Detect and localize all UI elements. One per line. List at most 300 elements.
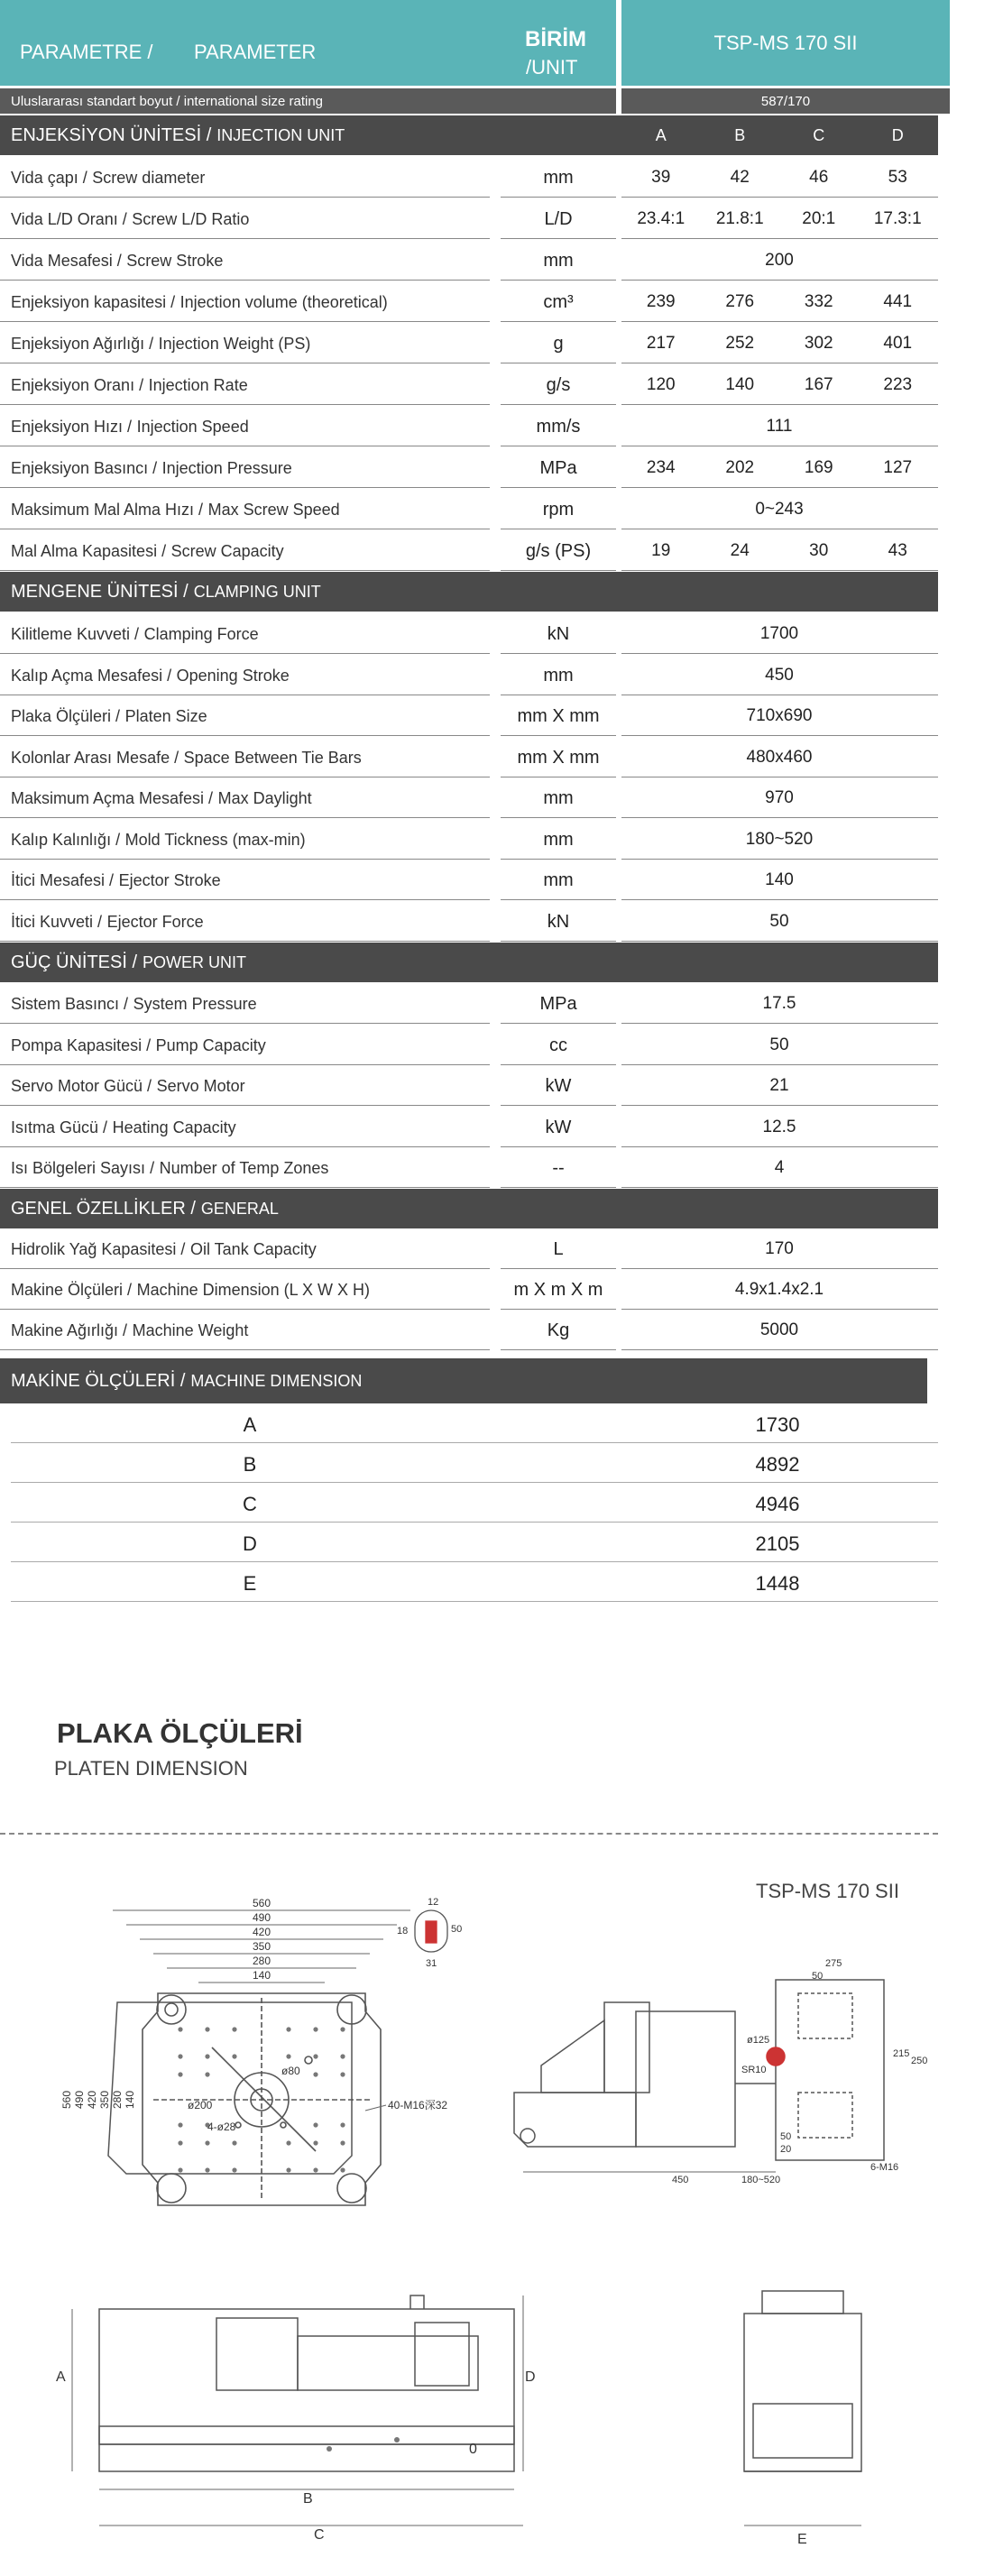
row-value: 170 <box>765 1239 794 1258</box>
row-value: 0~243 <box>755 500 804 519</box>
row-name-tr: Kalıp Açma Mesafesi / <box>11 666 172 685</box>
row-name <box>11 375 248 396</box>
row-unit: mm <box>543 829 574 850</box>
row-divider <box>0 570 490 571</box>
row-value: 169 <box>804 458 833 477</box>
row-value: 140 <box>725 375 755 394</box>
row-value: 332 <box>804 292 833 311</box>
row-name-tr: Enjeksiyon Hızı / <box>11 418 133 436</box>
size-rating-value: 587/170 <box>621 88 950 114</box>
row-name-tr: Pompa Kapasitesi / <box>11 1035 152 1054</box>
row-name-tr: Kalıp Kalınlığı / <box>11 830 121 849</box>
row-name <box>11 830 306 851</box>
row-name <box>11 912 204 933</box>
row-name-en: Pump Capacity <box>155 1035 266 1054</box>
row-name-en: Servo Motor <box>156 1077 245 1095</box>
tapped-hole <box>232 2167 236 2172</box>
model-header: TSP-MS 170 SII <box>621 0 950 86</box>
row-value: 180~520 <box>745 829 814 849</box>
row-value: 239 <box>646 292 676 311</box>
dim-490: 490 <box>252 1911 271 1924</box>
dimension-row <box>11 1523 938 1562</box>
dimension-row <box>11 1403 938 1443</box>
dimension-row <box>11 1562 938 1602</box>
row-value: 30 <box>809 541 829 560</box>
section-title-en: GENERAL <box>200 1199 279 1218</box>
spec-row <box>0 364 938 405</box>
drawing-model-label: TSP-MS 170 SII <box>756 1880 899 1902</box>
row-divider <box>0 238 490 239</box>
row-values <box>621 375 937 395</box>
row-name-tr: Plaka Ölçüleri / <box>11 707 121 725</box>
label-m16: 40-M16深32 <box>388 2099 448 2111</box>
row-name-en: Screw Capacity <box>170 542 284 560</box>
spec-row <box>0 406 938 446</box>
tapped-hole <box>340 2140 345 2145</box>
row-name-en: Clamping Force <box>143 625 259 643</box>
unit-en-label: /UNIT <box>526 56 578 78</box>
tapped-hole <box>313 2054 317 2058</box>
spec-row <box>0 530 938 571</box>
row-value: 42 <box>730 168 750 187</box>
section-title-en: CLAMPING UNIT <box>193 582 321 601</box>
row-value: 19 <box>651 541 671 560</box>
row-values <box>621 417 937 437</box>
row-name-tr: Isı Bölgeleri Sayısı / <box>11 1159 155 1177</box>
row-values <box>621 706 937 726</box>
row-name <box>11 1158 328 1179</box>
row-value: 710x690 <box>746 706 813 725</box>
section-machine-dimension <box>0 1358 927 1403</box>
tapped-hole <box>340 2167 345 2172</box>
row-values <box>621 830 937 850</box>
dimension-value: 2105 <box>755 1532 800 1555</box>
row-name-en: Injection Rate <box>148 376 248 394</box>
row-values <box>621 168 937 188</box>
param-en-label: PARAMETER <box>194 41 317 63</box>
machine-label-c: C <box>314 2527 325 2543</box>
side-dim-250: 250 <box>911 2056 928 2066</box>
row-name-en: Ejector Stroke <box>118 871 221 889</box>
dim-560: 560 <box>252 1897 271 1909</box>
row-name <box>11 1280 370 1301</box>
dim-350: 350 <box>252 1940 271 1953</box>
dimension-value: 1448 <box>755 1572 800 1595</box>
row-name-en: Screw diameter <box>92 169 206 187</box>
row-value: 276 <box>725 292 755 311</box>
row-name-en: Screw Stroke <box>126 252 224 270</box>
row-divider <box>621 280 938 281</box>
label-d28: 4-ø28 <box>207 2121 236 2133</box>
row-unit: Kg <box>547 1320 570 1340</box>
row-value: 50 <box>769 1035 789 1054</box>
row-divider <box>501 321 616 322</box>
row-values <box>621 292 937 312</box>
row-value: 217 <box>646 334 676 353</box>
row-name <box>11 1239 317 1260</box>
slot-detail-drawing <box>379 1894 478 1975</box>
vdim-280: 280 <box>111 2090 124 2110</box>
row-divider <box>501 487 616 488</box>
tapped-hole <box>286 2140 290 2145</box>
row-name <box>11 1035 266 1056</box>
row-name <box>11 706 207 727</box>
table-header <box>0 0 616 86</box>
row-name <box>11 334 310 354</box>
tapped-hole <box>178 2072 182 2076</box>
row-values <box>621 870 937 890</box>
row-value: 167 <box>804 375 833 394</box>
end-view-drawing <box>722 2282 884 2553</box>
row-name-en: Space Between Tie Bars <box>183 748 362 767</box>
row-name-en: Number of Temp Zones <box>159 1159 329 1177</box>
row-values <box>621 500 937 520</box>
spec-row <box>0 655 938 695</box>
row-value: 20:1 <box>802 209 836 228</box>
row-value: 450 <box>765 665 794 685</box>
tapped-hole <box>313 2140 317 2145</box>
row-value: 21.8:1 <box>715 209 764 228</box>
row-value: 24 <box>730 541 750 560</box>
row-divider <box>501 1349 616 1350</box>
label-d200: ø200 <box>188 2099 213 2111</box>
spec-row <box>0 1310 938 1350</box>
row-values <box>621 1035 937 1055</box>
row-value: 401 <box>883 334 913 353</box>
dimension-row <box>11 1443 938 1483</box>
row-unit: cc <box>549 1035 567 1055</box>
row-name-tr: Vida çapı / <box>11 169 87 187</box>
dimension-key: C <box>243 1493 257 1515</box>
dimension-key: E <box>243 1572 257 1595</box>
row-value: 441 <box>883 292 913 311</box>
row-unit: MPa <box>539 994 577 1014</box>
machine-label-b: B <box>303 2491 313 2507</box>
dimension-value: 4946 <box>755 1493 800 1515</box>
row-divider <box>0 1349 490 1350</box>
section-title-tr: ENJEKSİYON ÜNİTESİ / <box>11 124 212 145</box>
side-dim-450: 450 <box>672 2175 689 2185</box>
spec-row <box>0 777 938 818</box>
section-title-en: POWER UNIT <box>143 952 247 971</box>
side-dim-50b: 50 <box>780 2131 792 2142</box>
row-name <box>11 458 292 479</box>
side-dim-20: 20 <box>780 2144 792 2155</box>
row-values <box>621 334 937 354</box>
row-value: 17.5 <box>762 994 796 1013</box>
row-divider <box>0 1187 490 1188</box>
row-name-tr: Servo Motor Gücü / <box>11 1077 152 1095</box>
row-name-tr: Isıtma Gücü / <box>11 1118 108 1136</box>
row-name-tr: Maksimum Mal Alma Hızı / <box>11 501 204 519</box>
slot-dim-50: 50 <box>451 1924 463 1935</box>
side-dim-50: 50 <box>812 1971 824 1982</box>
vdim-140: 140 <box>124 2090 136 2110</box>
section-title-tr: MENGENE ÜNİTESİ / <box>11 581 189 602</box>
row-name-en: Opening Stroke <box>176 666 290 685</box>
row-name <box>11 251 223 271</box>
vdim-420: 420 <box>86 2090 98 2110</box>
spec-row <box>0 1228 938 1269</box>
row-value: 1700 <box>759 624 799 643</box>
tapped-hole <box>205 2054 209 2058</box>
spec-row <box>0 737 938 777</box>
row-name-tr: Enjeksiyon kapasitesi / <box>11 293 176 311</box>
row-name <box>11 168 205 189</box>
tapped-hole <box>313 2027 317 2031</box>
row-values <box>621 1076 937 1096</box>
column-c: C <box>813 126 825 144</box>
machine-label-a: A <box>56 2369 66 2385</box>
slot-dim-18: 18 <box>397 1926 409 1937</box>
row-divider <box>621 321 938 322</box>
spec-row <box>0 695 938 736</box>
tapped-hole <box>232 2054 236 2058</box>
machine-label-zero: 0 <box>469 2442 477 2457</box>
spec-row <box>0 983 938 1024</box>
row-values <box>621 748 937 768</box>
machine-label-e: E <box>797 2532 807 2547</box>
dim-280: 280 <box>252 1955 271 1967</box>
tapped-hole <box>340 2072 345 2076</box>
dimension-value: 4892 <box>755 1453 800 1476</box>
row-name-tr: Enjeksiyon Basıncı / <box>11 459 158 477</box>
row-unit: g/s (PS) <box>525 541 592 561</box>
row-value: 21 <box>769 1076 789 1095</box>
row-unit: kW <box>545 1076 572 1096</box>
spec-row <box>0 281 938 322</box>
side-dim-d125: ø125 <box>747 2035 770 2046</box>
row-value: 5000 <box>759 1320 799 1339</box>
row-name-tr: Hidrolik Yağ Kapasitesi / <box>11 1240 186 1258</box>
row-name-tr: Kolonlar Arası Mesafe / <box>11 748 179 767</box>
tapped-hole <box>205 2140 209 2145</box>
row-values <box>621 788 937 808</box>
spec-row <box>0 1269 938 1310</box>
tapped-hole <box>340 2054 345 2058</box>
row-name-tr: Makine Ağırlığı / <box>11 1321 128 1339</box>
row-name-tr: Enjeksiyon Oranı / <box>11 376 144 394</box>
row-name-en: Max Daylight <box>217 789 312 807</box>
side-dim-215: 215 <box>893 2048 910 2059</box>
row-values <box>621 994 937 1014</box>
row-value: 23.4:1 <box>637 209 686 228</box>
side-view-drawing <box>505 1957 929 2201</box>
slot-dim-31: 31 <box>426 1958 437 1969</box>
row-values <box>621 1118 937 1137</box>
row-name-en: Machine Weight <box>132 1321 249 1339</box>
row-name-tr: İtici Kuvveti / <box>11 912 103 931</box>
dimension-key: B <box>243 1453 257 1476</box>
row-value: 4.9x1.4x2.1 <box>734 1280 824 1299</box>
row-name <box>11 788 312 809</box>
row-value: 120 <box>646 375 676 394</box>
spec-row <box>0 198 938 239</box>
row-values <box>621 1158 937 1178</box>
row-name-tr: Kilitleme Kuvveti / <box>11 625 140 643</box>
section-title-en: MACHINE DIMENSION <box>190 1371 363 1390</box>
spec-row <box>0 489 938 529</box>
row-name <box>11 417 249 437</box>
row-unit: -- <box>552 1158 565 1178</box>
row-divider <box>0 941 490 942</box>
row-unit: mm/s <box>536 417 581 437</box>
column-b: B <box>734 126 746 144</box>
row-divider <box>501 941 616 942</box>
tapped-hole <box>286 2054 290 2058</box>
row-unit: mm <box>543 870 574 890</box>
row-name <box>11 209 249 230</box>
spec-row <box>0 613 938 654</box>
vdim-560: 560 <box>60 2090 73 2110</box>
dim-420: 420 <box>252 1926 271 1938</box>
tapped-hole <box>232 2027 236 2031</box>
vdim-350: 350 <box>98 2090 111 2110</box>
row-divider <box>501 404 616 405</box>
row-values <box>621 1280 937 1300</box>
row-value: 140 <box>765 870 794 889</box>
column-d: D <box>891 126 904 144</box>
row-values <box>621 624 937 644</box>
row-name <box>11 292 388 313</box>
dim-140: 140 <box>252 1969 271 1982</box>
row-name-tr: Mal Alma Kapasitesi / <box>11 542 167 560</box>
row-name-en: Machine Dimension (L X W X H) <box>136 1281 371 1299</box>
tapped-hole <box>232 2140 236 2145</box>
row-value: 4 <box>774 1158 785 1177</box>
row-divider <box>0 280 490 281</box>
tapped-hole <box>286 2167 290 2172</box>
row-name-en: Screw L/D Ratio <box>132 210 250 228</box>
row-values <box>621 1239 937 1259</box>
row-name-en: Ejector Force <box>106 912 204 931</box>
tapped-hole <box>178 2140 182 2145</box>
row-name-tr: İtici Mesafesi / <box>11 871 115 889</box>
param-tr-label: PARAMETRE / <box>20 41 153 63</box>
row-unit: g <box>553 334 564 354</box>
row-value: 50 <box>769 911 789 931</box>
tapped-hole <box>313 2122 317 2127</box>
row-values <box>621 251 937 271</box>
spec-row <box>0 901 938 942</box>
row-value: 127 <box>883 458 913 477</box>
row-unit: L <box>553 1239 564 1259</box>
column-headers <box>621 115 937 155</box>
row-unit: mm <box>543 788 574 808</box>
row-name <box>11 624 259 645</box>
row-unit: g/s <box>546 375 571 395</box>
side-dim-m16: 6-M16 <box>870 2162 899 2173</box>
row-divider <box>621 197 938 198</box>
row-unit: MPa <box>539 458 577 478</box>
row-value: 202 <box>725 458 755 477</box>
row-unit: kN <box>547 624 570 644</box>
row-value: 46 <box>809 168 829 187</box>
row-divider <box>0 487 490 488</box>
section-injection-unit <box>0 115 938 155</box>
row-value: 302 <box>804 334 833 353</box>
spec-row <box>0 240 938 281</box>
row-divider <box>501 238 616 239</box>
row-name-en: Platen Size <box>124 707 207 725</box>
row-name-en: Injection Speed <box>136 418 249 436</box>
spec-row <box>0 819 938 860</box>
tapped-hole <box>178 2054 182 2058</box>
row-unit: mm <box>543 665 574 685</box>
row-name-tr: Vida L/D Oranı / <box>11 210 127 228</box>
row-value: 12.5 <box>762 1117 796 1136</box>
row-divider <box>621 1349 938 1350</box>
tapped-hole <box>178 2167 182 2172</box>
spec-row <box>0 1065 938 1106</box>
row-unit: mm X mm <box>517 706 600 726</box>
tapped-hole <box>178 2122 182 2127</box>
row-values <box>621 541 937 561</box>
machine-elevation-drawing <box>54 2282 559 2553</box>
tapped-hole <box>313 2072 317 2076</box>
side-dim-sr10: SR10 <box>741 2065 767 2075</box>
row-unit: mm X mm <box>517 747 600 768</box>
tapped-hole <box>313 2167 317 2172</box>
row-unit: m X m X m <box>513 1280 603 1300</box>
row-name <box>11 1076 245 1097</box>
row-name-en: Injection volume (theoretical) <box>179 293 388 311</box>
side-dim-180-520: 180~520 <box>741 2175 781 2185</box>
spec-row <box>0 447 938 488</box>
row-name <box>11 666 290 686</box>
row-divider <box>501 280 616 281</box>
machine-label-d: D <box>525 2369 536 2385</box>
row-name <box>11 1320 248 1341</box>
row-value: 234 <box>646 458 676 477</box>
row-value: 480x460 <box>746 747 813 767</box>
section-clamping-unit <box>0 572 938 612</box>
section-title-en: INJECTION UNIT <box>216 125 345 144</box>
row-name <box>11 541 284 562</box>
row-name-tr: Makine Ölçüleri / <box>11 1281 133 1299</box>
spec-row <box>0 157 938 198</box>
row-values <box>621 458 937 478</box>
row-divider <box>0 404 490 405</box>
row-divider <box>621 404 938 405</box>
row-name-en: Mold Tickness (max-min) <box>124 830 306 849</box>
row-divider <box>621 570 938 571</box>
tapped-hole <box>205 2167 209 2172</box>
row-value: 39 <box>651 168 671 187</box>
row-unit: mm <box>543 168 574 188</box>
dashed-divider <box>0 1833 938 1835</box>
platen-subtitle: PLATEN DIMENSION <box>54 1757 248 1780</box>
spec-row <box>0 1025 938 1065</box>
row-name <box>11 748 362 768</box>
tapped-hole <box>178 2027 182 2031</box>
row-name-tr: Enjeksiyon Ağırlığı / <box>11 335 154 353</box>
row-name-tr: Maksimum Açma Mesafesi / <box>11 789 214 807</box>
column-a: A <box>655 126 667 144</box>
row-unit: mm <box>543 251 574 271</box>
tapped-hole <box>340 2122 345 2127</box>
platen-title: PLAKA ÖLÇÜLERİ <box>57 1717 303 1749</box>
row-values <box>621 209 937 229</box>
side-dim-275: 275 <box>825 1958 842 1969</box>
section-power-unit <box>0 943 938 982</box>
row-divider <box>621 941 938 942</box>
section-title-tr: GÜÇ ÜNİTESİ / <box>11 952 138 972</box>
row-divider <box>0 197 490 198</box>
row-divider <box>621 1187 938 1188</box>
row-name <box>11 994 257 1015</box>
row-value: 200 <box>765 251 794 270</box>
